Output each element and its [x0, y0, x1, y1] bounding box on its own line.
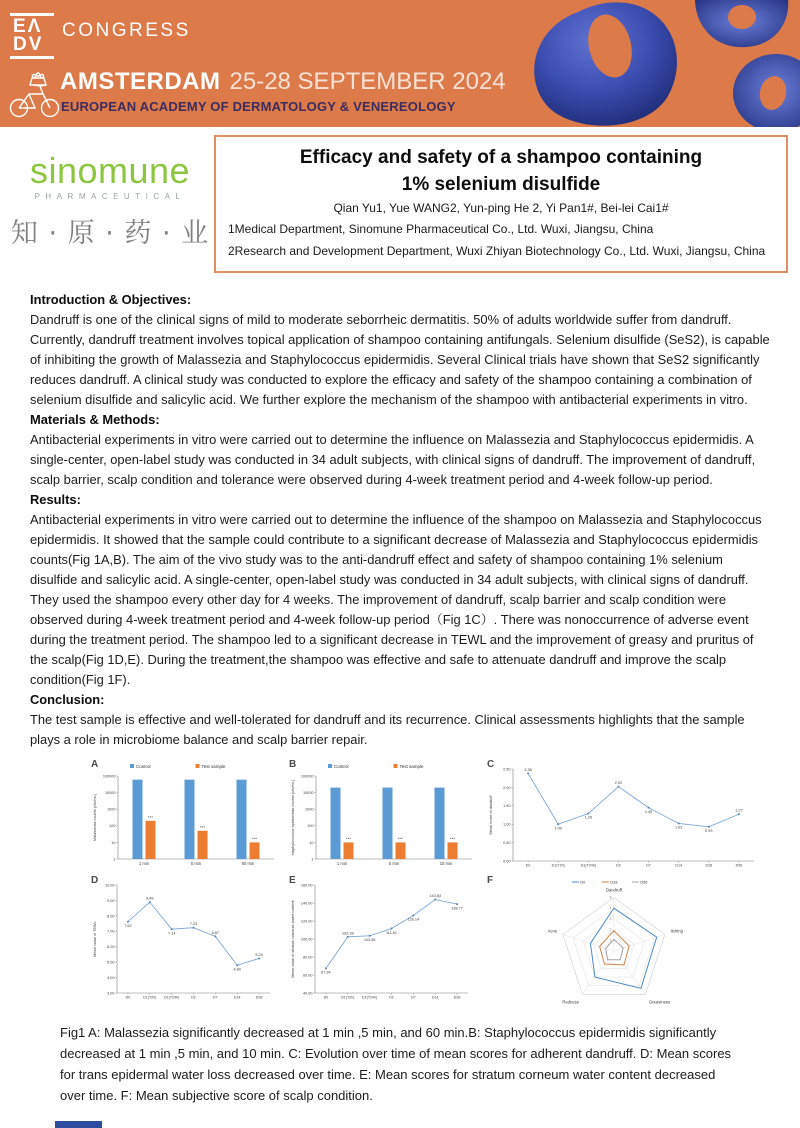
svg-text:Greasiness: Greasiness	[648, 999, 671, 1005]
svg-text:Mean value of TEWL: Mean value of TEWL	[93, 921, 97, 957]
svg-text:2.50: 2.50	[503, 767, 511, 772]
svg-text:D56: D56	[640, 880, 648, 885]
svg-text:138.77: 138.77	[451, 906, 463, 911]
bicycle-icon	[6, 72, 62, 120]
svg-text:Itching: Itching	[670, 928, 683, 934]
figure-grid	[90, 760, 770, 1010]
section-introduction	[30, 290, 770, 410]
affiliation-1: 1Medical Department, Sinomune Pharmaceutical Co., Ltd. Wuxi, Jiangsu, China	[228, 222, 654, 236]
svg-text:0.50: 0.50	[503, 841, 511, 845]
chart-e-water-content-line	[288, 876, 478, 1010]
svg-text:9.00: 9.00	[107, 898, 115, 903]
svg-text:D0: D0	[323, 995, 329, 1000]
svg-text:8.00: 8.00	[107, 914, 115, 919]
svg-text:***: ***	[345, 836, 352, 842]
svg-text:D7: D7	[213, 995, 218, 1000]
svg-text:7.62: 7.62	[124, 923, 132, 928]
svg-text:***: ***	[449, 836, 456, 842]
svg-text:staphylococcus epidermidis cou: staphylococcus epidermidis counts (cfu/mL)	[290, 779, 295, 856]
svg-text:D2: D2	[389, 995, 394, 1000]
svg-text:10000: 10000	[104, 791, 116, 795]
section-text: Antibacterial experiments in vitro were carried out to determine the influence on Malassezia and Staphylococcus epidermidis. A single-center, open-label study was conducted in 34 adult subjects, with clinical signs of dandruff. The improvement of dandruff, scalp barrier, scalp condition and tolerance were observed during 4-week treatment period and 4-week follow-up period.	[30, 432, 756, 487]
svg-text:Test sample: Test sample	[201, 763, 226, 769]
chart-c-dandruff-line	[486, 760, 764, 872]
figure-caption: Fig1 A: Malassezia significantly decreased at 1 min ,5 min, and 60 min.B: Staphylococcus epidermidis significantly decreased at 1 min ,5 min, and 10 min. C: Evolution over time of mean scores for adherent dandruff. D: Mean scores for trans epidermal water loss decreased over time. E: Mean scores for stratum corneum water content decreased over time. F: Mean subjective score of scalp condition.	[60, 1025, 732, 1103]
svg-text:***: ***	[147, 814, 154, 820]
svg-text:D28: D28	[255, 995, 263, 1000]
svg-text:D28: D28	[453, 995, 461, 1000]
svg-text:Test sample: Test sample	[399, 763, 424, 769]
svg-text:1 min: 1 min	[138, 861, 150, 866]
chart-d-tewl-line	[90, 876, 280, 1010]
svg-text:10 min: 10 min	[439, 861, 453, 866]
panel-label: F	[487, 875, 494, 886]
svg-text:4.00: 4.00	[107, 975, 115, 980]
affiliation-2: 2Research and Development Department, Wuxi Zhiyan Biotechnology Co., Ltd. Wuxi, Jiangsu, China	[228, 243, 766, 258]
svg-text:Acne: Acne	[547, 928, 558, 934]
svg-text:6.67: 6.67	[211, 930, 220, 935]
svg-text:6.00: 6.00	[107, 945, 115, 950]
svg-text:100000: 100000	[300, 774, 314, 779]
svg-text:1: 1	[311, 857, 314, 862]
section-conclusion	[30, 690, 770, 750]
poster-title-line2: 1% selenium disulfide	[401, 174, 601, 195]
svg-text:1: 1	[113, 857, 116, 862]
svg-text:D7: D7	[411, 995, 416, 1000]
svg-text:80.00: 80.00	[302, 955, 313, 960]
svg-text:8.89: 8.89	[146, 896, 154, 901]
brand-chinese-name: 知 · 原 · 药 · 业	[10, 218, 210, 249]
svg-text:0.00: 0.00	[503, 859, 511, 864]
svg-text:5 min: 5 min	[190, 861, 202, 866]
authors-line: Qian Yu1, Yue WANG2, Yun-ping He 2, Yi Pan1#, Bei-lei Cai1#	[333, 201, 669, 215]
svg-text:Mean value of stratum corneum: Mean value of stratum corneum water content	[291, 900, 295, 978]
congress-banner	[0, 0, 800, 127]
congress-label: CONGRESS	[62, 20, 191, 41]
svg-text:160.00: 160.00	[300, 883, 313, 888]
svg-text:5.00: 5.00	[107, 960, 115, 965]
panel-label: D	[91, 875, 99, 886]
eadv-logo	[10, 13, 54, 59]
svg-text:7.14: 7.14	[167, 931, 176, 936]
section-heading: Introduction & Objectives:	[30, 292, 192, 307]
svg-text:60.00: 60.00	[302, 973, 313, 978]
title-box	[214, 135, 788, 273]
svg-text:D0: D0	[125, 995, 131, 1000]
svg-text:D14: D14	[431, 995, 439, 1000]
svg-text:D0: D0	[525, 863, 531, 868]
section-heading: Conclusion:	[30, 692, 105, 707]
svg-text:100: 100	[307, 824, 314, 829]
congress-dates: 25-28 SEPTEMBER 2024	[229, 68, 506, 95]
brand-subtitle: PHARMACEUTICAL	[34, 192, 186, 201]
eadv-logo-line2: DV	[13, 34, 44, 56]
congress-cityline	[60, 68, 506, 96]
svg-text:2.00: 2.00	[503, 785, 511, 790]
svg-text:0.93: 0.93	[705, 828, 713, 833]
svg-text:Control: Control	[334, 763, 349, 769]
svg-text:1.29: 1.29	[584, 815, 593, 820]
academy-name: EUROPEAN ACADEMY OF DERMATOLOGY & VENEREOLOGY	[61, 99, 456, 114]
svg-text:4.80: 4.80	[233, 967, 241, 972]
section-text: Antibacterial experiments in vitro were carried out to determine the influence of the shampoo on Malassezia and Staphylococcus epidermidis. It showed that the sample could contribute to a significant decrease of Malassezia and Staphylococcus epidermidis counts(Fig 1A,B). The aim of the vivo study was to the anti-dandruff effect and safety of shampoo containing 1% selenium disulfide and salicylic acid. A single-center, open-label study was conducted in 34 adult subjects, with clinical signs of dandruff. They used the shampoo every other day for 4 weeks. The improvement of dandruff, scalp barrier and scalp condition were observed during 4-week treatment period and 4-week follow-up period（Fig 1C）. There was nonoccurrence of adverse event during the treatment period. The shampoo led to a significant decrease in TEWL and the improvement of greasy and pruritus of the scalp(Fig 1D,E). During the treatment,the shampoo was effective and safe to attenuate dandruff and improve the scalp condition(Fig 1F).	[30, 512, 762, 687]
section-results	[30, 490, 770, 690]
svg-text:67.34: 67.34	[321, 970, 331, 975]
svg-text:7.00: 7.00	[107, 929, 115, 934]
svg-text:10: 10	[111, 840, 116, 845]
svg-text:1.00: 1.00	[554, 826, 562, 831]
panel-label: E	[289, 875, 296, 886]
svg-text:1.00: 1.00	[503, 822, 511, 827]
svg-text:D14: D14	[233, 995, 241, 1000]
svg-text:60 min: 60 min	[241, 861, 255, 866]
svg-text:Control: Control	[136, 763, 151, 769]
svg-text:Mean score of dandruff: Mean score of dandruff	[489, 795, 493, 835]
svg-text:Redness: Redness	[562, 999, 579, 1005]
svg-text:1 min: 1 min	[336, 861, 348, 866]
bottom-blue-strip	[55, 1121, 102, 1128]
svg-text:103.56: 103.56	[363, 937, 376, 942]
svg-text:2: 2	[609, 927, 612, 932]
section-heading: Materials & Methods:	[30, 412, 160, 427]
decorative-blobs	[470, 0, 800, 127]
svg-text:D7: D7	[646, 863, 651, 868]
section-text: The test sample is effective and well-tolerated for dandruff and its recurrence. Clinical assessments highlights that the sample plays a role in microbiome balance and scalp barrier repair.	[30, 712, 745, 747]
svg-text:1000: 1000	[305, 807, 314, 812]
svg-text:5.24: 5.24	[255, 952, 263, 957]
brand-title-row	[0, 127, 800, 285]
panel-label: A	[91, 759, 99, 770]
svg-text:3: 3	[609, 916, 612, 921]
panel-label: C	[487, 759, 495, 770]
svg-text:102.38: 102.38	[341, 931, 354, 936]
svg-text:7.23: 7.23	[189, 922, 198, 927]
svg-text:D1(T2h): D1(T2h)	[551, 863, 565, 868]
svg-text:100: 100	[109, 824, 116, 829]
svg-text:***: ***	[397, 836, 404, 842]
poster-body	[0, 285, 800, 1106]
svg-text:D2: D2	[191, 995, 196, 1000]
svg-text:D1(T24h): D1(T24h)	[580, 863, 596, 868]
svg-text:111.61: 111.61	[385, 930, 398, 935]
section-heading: Results:	[30, 492, 81, 507]
svg-text:1000: 1000	[107, 807, 116, 812]
svg-text:1.02: 1.02	[674, 825, 683, 830]
svg-text:5 min: 5 min	[388, 861, 400, 866]
svg-text:D28: D28	[705, 863, 713, 868]
svg-text:10.00: 10.00	[104, 883, 115, 888]
eadv-logo-line1: EΛ	[13, 16, 43, 37]
svg-text:D1(T24h): D1(T24h)	[164, 995, 180, 1000]
svg-text:1: 1	[609, 938, 612, 943]
svg-text:5: 5	[609, 895, 612, 900]
svg-text:100.00: 100.00	[300, 937, 313, 942]
section-text: Dandruff is one of the clinical signs of mild to moderate seborrheic dermatitis. 50% of adults worldwide suffer from dandruff. Currently, dandruff treatment involves topical application of shampoo containing antifungals. Selenium disulfide (SeS2), is capable of inhibiting the growth of Malassezia and Staphylococcus epidermidis. Several Clinical trials have shown that SeS2 significantly reduces dandruff. A clinical study was conducted to explore the efficacy and safety of the shampoo containing a combination of selenium disulfide and salicylic acid. We further explore the mechanism of the shampoo with antibacterial experiments in vitro.	[30, 312, 770, 407]
svg-text:3.00: 3.00	[107, 991, 115, 996]
section-methods	[30, 410, 770, 490]
svg-text:Malassezia counts (cfu/mL): Malassezia counts (cfu/mL)	[92, 793, 97, 842]
svg-text:2.38: 2.38	[524, 767, 532, 772]
city-name: AMSTERDAM	[60, 68, 221, 95]
svg-text:100000: 100000	[102, 774, 116, 779]
svg-text:D56: D56	[735, 863, 743, 868]
svg-text:1.45: 1.45	[644, 809, 653, 814]
svg-text:10: 10	[309, 840, 314, 845]
svg-text:40.00: 40.00	[302, 991, 313, 996]
svg-text:D2: D2	[616, 863, 621, 868]
svg-text:D14: D14	[675, 863, 682, 868]
svg-text:D1(T24h): D1(T24h)	[362, 995, 378, 1000]
svg-text:2.02: 2.02	[614, 781, 623, 786]
svg-text:143.83: 143.83	[429, 893, 442, 898]
chart-b-staph-bar	[288, 760, 478, 872]
svg-text:1.27: 1.27	[735, 808, 743, 813]
svg-text:D1(T2h): D1(T2h)	[143, 995, 157, 1000]
svg-text:126.14: 126.14	[407, 917, 420, 922]
svg-text:Dandruff: Dandruff	[605, 887, 622, 893]
chart-a-malassezia-bar	[90, 760, 280, 872]
svg-text:D1(T2h): D1(T2h)	[341, 995, 355, 1000]
svg-text:120.00: 120.00	[300, 919, 313, 924]
panel-label: B	[289, 759, 297, 770]
poster-title-line1: Efficacy and safety of a shampoo containing	[299, 147, 703, 168]
svg-text:***: ***	[199, 824, 206, 830]
svg-text:***: ***	[251, 836, 258, 842]
svg-text:4: 4	[609, 906, 612, 911]
svg-text:D28: D28	[610, 880, 618, 885]
brand-logo	[8, 150, 212, 250]
svg-text:140.00: 140.00	[300, 901, 313, 906]
svg-text:D0: D0	[580, 880, 586, 885]
brand-name: sinomune	[29, 150, 191, 191]
chart-f-scalp-radar	[486, 876, 764, 1010]
svg-text:1.50: 1.50	[503, 804, 511, 809]
svg-text:10000: 10000	[302, 791, 314, 795]
